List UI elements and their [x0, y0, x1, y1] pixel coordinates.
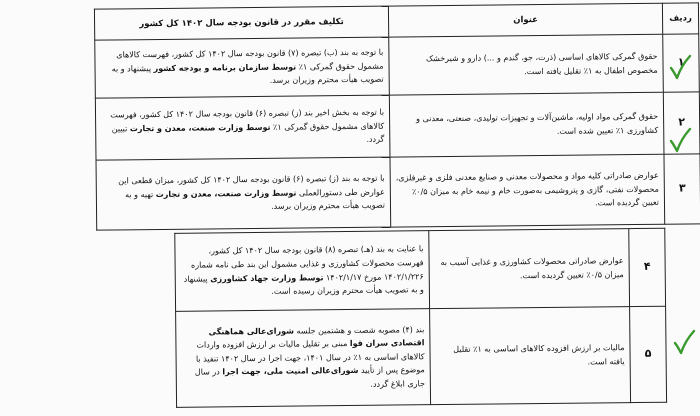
assignment-authority-2: شورای‌عالی امنیت ملی، جهت اجرا: [222, 366, 359, 377]
assignment-authority: توسط سازمان برنامه و بودجه کشور: [153, 62, 297, 73]
assignment-authority: توسط وزارت صنعت، معدن و تجارت: [155, 188, 297, 199]
row-assignment: [95, 37, 390, 98]
assignment-text: با توجه به بند (ب) تبصره (۷) قانون بودجه سال ۱۴۰۲ کل کشور، فهرست کالاهای مشمول حقوق گمرکی ۱٪: [116, 47, 384, 72]
assignment-authority: توسط وزارت جهاد کشاورزی: [210, 272, 324, 283]
header-assignment: تکلیف مقرر در قانون بودجه سال ۱۴۰۲ کل کشور: [94, 6, 388, 40]
assignment-authority: توسط وزارت صنعت، معدن و تجارت: [129, 122, 271, 134]
checkmark-icon: [672, 328, 696, 356]
assignment-text: با توجه به بند (ز) تبصره (۶) قانون بودجه سال ۱۴۰۲ کل کشور، میزان قطعی این عوارض طی دستورالعملی: [118, 173, 385, 198]
checkmark-icon: [668, 126, 692, 154]
row-assignment: [176, 309, 431, 408]
row-assignment: [175, 231, 430, 312]
row-title: مالیات بر ارزش افزوده کالاهای اساسی به ۱٪ تقلیل یافته است.: [430, 307, 631, 405]
header-row-number: ردیف: [662, 3, 698, 34]
table-row: [96, 154, 700, 230]
row-number: ۴: [629, 228, 666, 306]
checkmark-icon: [668, 54, 692, 82]
assignment-tail: تبیین گردد.: [111, 124, 385, 145]
assignment-tail: پیشنهاد و به تصویب هیأت محترم وزیران رسیده است.: [183, 273, 424, 296]
assignment-tail: تهیه و به تصویب هیأت محترم وزیران برسد.: [125, 189, 386, 212]
table-row: [95, 34, 700, 98]
assignment-text: با عنایت به بند (هـ) تبصره (۸) قانون بودجه سال ۱۴۰۲ کل کشور، فهرست محصولات کشاورزی و غذایی مشمول این بند طی نامه شماره ۱۴۰۲/۱/۲۲۶ مورخ ۱۴۰۲/۱/۱۷: [190, 244, 424, 282]
row-number: ۲: [663, 92, 700, 154]
table-row: [175, 228, 666, 311]
row-number: ۱: [663, 34, 700, 92]
table-row: [95, 92, 700, 160]
row-assignment: [96, 157, 391, 230]
assignment-text: با توجه به بخش اخیر بند (ز) تبصره (۶) قانون بودجه سال ۱۴۰۲ کل کشور، فهرست کالاهای مشمول حقوق گمرکی ۱٪: [110, 107, 385, 132]
assignment-tail: در سال جاری ابلاغ گردد.: [194, 367, 425, 389]
row-title: عوارض صادراتی محصولات کشاورزی و غذایی آسیب به میزان ۰/۵٪ تعیین گردیده است.: [429, 229, 630, 309]
budget-table-secondary: [174, 228, 667, 408]
row-title: حقوق گمرکی مواد اولیه، ماشین‌آلات و تجهیزات تولیدی، صنعتی، معدنی و کشاورزی ۱٪ تعیین شده است.: [389, 92, 664, 157]
row-title: عوارض صادراتی کلیه مواد و محصولات معدنی و صنایع معدنی فلزی و غیرفلزی، محصولات نفتی، گازی و پتروشیمی به‌صورت خام و نیمه خام به میزان ۰/۵٪ تعیین گردیده است.: [390, 154, 665, 227]
assignment-tail: پیشنهاد و به تصویب هیأت محترم وزیران برسد.: [111, 63, 384, 86]
assignment-authority: شورای‌عالی هماهنگی اقتصادی سران قوا: [208, 326, 425, 349]
row-assignment: [95, 95, 390, 160]
budget-table-main: [94, 2, 700, 230]
row-number: ۵: [630, 306, 667, 402]
header-title: عنوان: [388, 3, 662, 37]
assignment-mid: مبنی بر تقلیل مالیات بر ارزش افزوده واردات کالاهای اساسی به ۱٪ در سال ۱۴۰۱، جهت اجرا در سال ۱۴۰۲ تنفیذ با موضوع پس از تأیید: [195, 339, 425, 376]
row-number: ۳: [664, 154, 700, 224]
assignment-text: بند (۴) مصوبه شصت و هشتمین جلسه: [296, 324, 425, 336]
table-row: [176, 306, 667, 407]
row-title: حقوق گمرکی کالاهای اساسی (ذرت، جو، گندم و ...) دارو و شیرخشک مخصوص اطفال به ۱٪ تقلیل یافته است.: [389, 34, 664, 95]
